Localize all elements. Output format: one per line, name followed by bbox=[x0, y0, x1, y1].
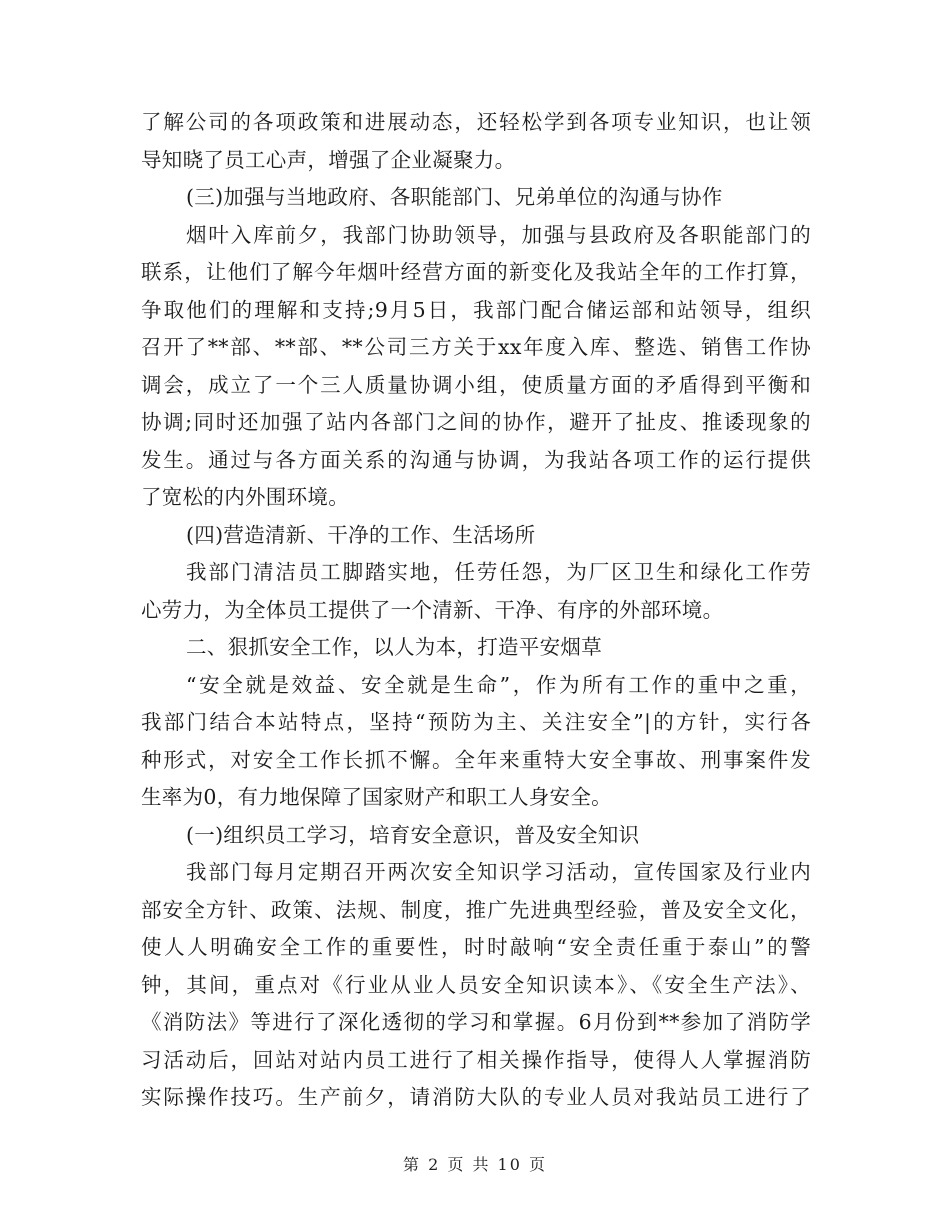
text-line: 争取他们的理解和支持;9月5日，我部门配合储运部和站领导，组织 bbox=[141, 297, 811, 322]
text-line: 二、狠抓安全工作，以人为本，打造平安烟草 bbox=[186, 635, 602, 659]
text-line: 钟，其间，重点对《行业从业人员安全知识读本》、《安全生产法》、 bbox=[141, 972, 811, 997]
text-line: 习活动后，回站对站内员工进行了相关操作指导，使得人人掌握消防 bbox=[141, 1047, 811, 1072]
text-line: 生率为0，有力地保障了国家财产和职工人身安全。 bbox=[141, 785, 612, 809]
text-line: 部安全方针、政策、法规、制度，推广先进典型经验，普及安全文化， bbox=[141, 897, 811, 922]
text-line: 我部门每月定期召开两次安全知识学习活动，宣传国家及行业内 bbox=[186, 860, 811, 884]
text-line: 实际操作技巧。生产前夕，请消防大队的专业人员对我站员工进行了 bbox=[141, 1085, 811, 1109]
text-line: 了解公司的各项政策和进展动态，还轻松学到各项专业知识，也让领 bbox=[141, 110, 811, 134]
text-line: 发生。通过与各方面关系的沟通与协调，为我站各项工作的运行提供 bbox=[141, 447, 811, 472]
text-line: “安全就是效益、安全就是生命”，作为所有工作的重中之重， bbox=[186, 672, 811, 697]
text-line: 种形式，对安全工作长抓不懈。全年来重特大安全事故、刑事案件发 bbox=[141, 747, 811, 772]
text-line: 我部门结合本站特点，坚持“预防为主、关注安全”|的方针，实行各 bbox=[141, 710, 811, 734]
page-footer: 第 2 页 共 10 页 bbox=[403, 1155, 547, 1174]
text-line: 心劳力，为全体员工提供了一个清新、干净、有序的外部环境。 bbox=[141, 597, 724, 622]
text-line: 联系，让他们了解今年烟叶经营方面的新变化及我站全年的工作打算， bbox=[141, 260, 811, 284]
text-line: 使人人明确安全工作的重要性，时时敲响“安全责任重于泰山”的警 bbox=[141, 935, 811, 959]
text-line: 导知晓了员工心声，增强了企业凝聚力。 bbox=[141, 147, 516, 172]
text-line: 《消防法》等进行了深化透彻的学习和掌握。6月份到**参加了消防学 bbox=[141, 1010, 811, 1034]
text-line: 调会，成立了一个三人质量协调小组，使质量方面的矛盾得到平衡和 bbox=[141, 372, 811, 397]
text-line: 召开了**部、**部、**公司三方关于xx年度入库、整选、销售工作协 bbox=[141, 335, 811, 359]
text-line: 我部门清洁员工脚踏实地，任劳任怨，为厂区卫生和绿化工作劳 bbox=[186, 560, 811, 584]
text-line: (一)组织员工学习，培育安全意识，普及安全知识 bbox=[186, 822, 640, 847]
text-line: 了宽松的内外围环境。 bbox=[141, 485, 349, 509]
text-line: 烟叶入库前夕，我部门协助领导，加强与县政府及各职能部门的 bbox=[186, 222, 811, 247]
text-line: (三)加强与当地政府、各职能部门、兄弟单位的沟通与协作 bbox=[186, 185, 723, 209]
document-body bbox=[141, 104, 811, 1117]
text-line: (四)营造清新、干净的工作、生活场所 bbox=[186, 522, 536, 547]
text-line: 协调;同时还加强了站内各部门之间的协作，避开了扯皮、推诿现象的 bbox=[141, 410, 811, 434]
